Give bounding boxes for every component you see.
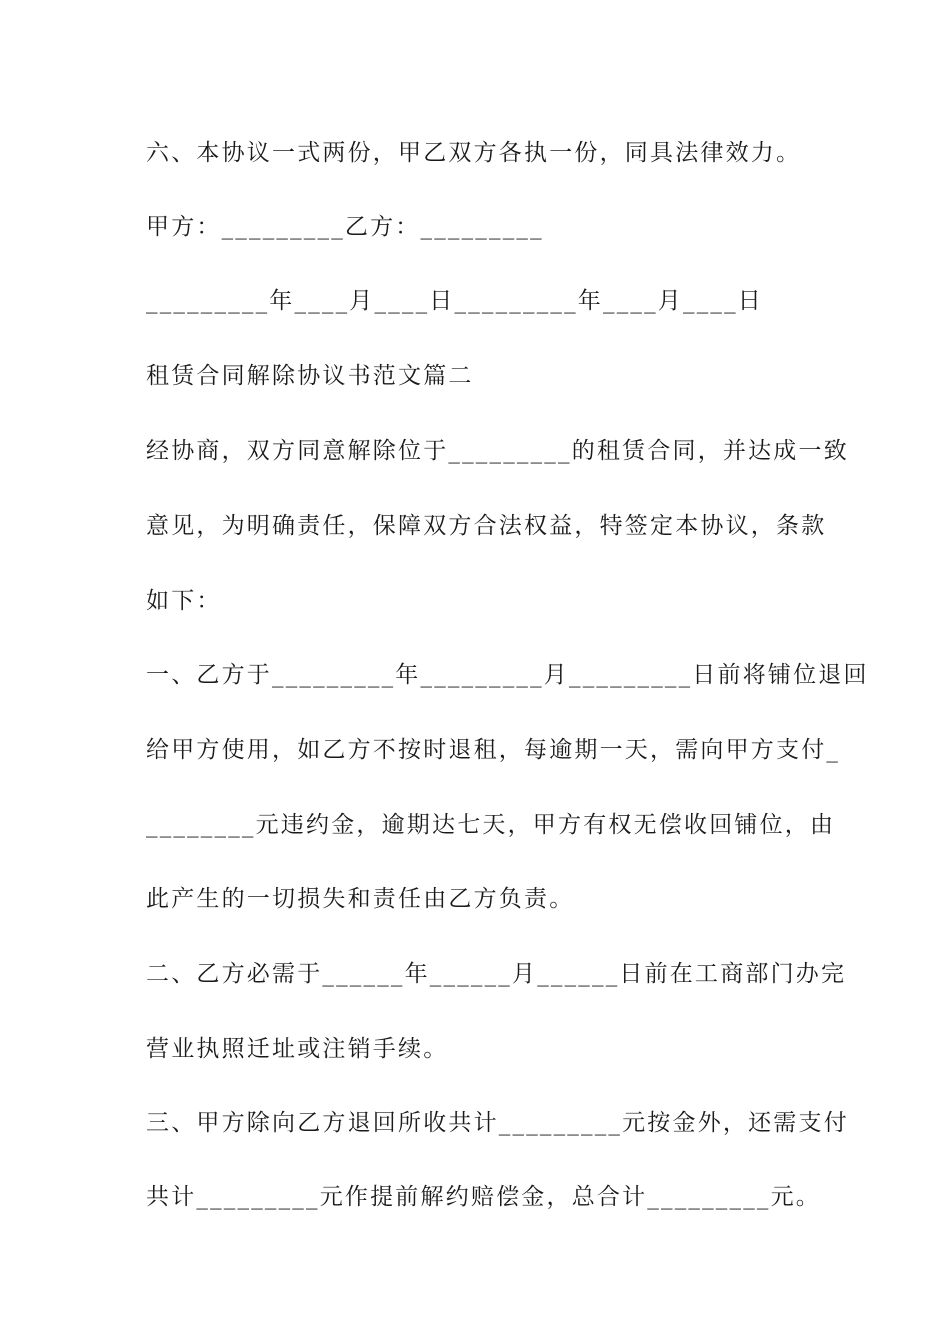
clause-one-line-1: 一、乙方于_________年_________月_________日前将铺位退回	[146, 662, 869, 688]
clause-one-line-4: 此产生的一切损失和责任由乙方负责。	[146, 886, 575, 912]
clause-two-line-1: 二、乙方必需于______年______月______日前在工商部门办完	[146, 961, 847, 987]
clause-two-line-2: 营业执照迁址或注销手续。	[146, 1036, 449, 1062]
intro-paragraph-line-2: 意见，为明确责任，保障双方合法权益，特签定本协议，条款	[146, 513, 827, 539]
clause-six-text: 六、本协议一式两份，甲乙双方各执一份，同具法律效力。	[146, 140, 802, 166]
intro-paragraph-line-1: 经协商，双方同意解除位于_________的租赁合同，并达成一致	[146, 438, 849, 464]
party-signature-line: 甲方：_________乙方：_________	[146, 214, 544, 240]
clause-three-line-2: 共计_________元作提前解约赔偿金，总合计_________元。	[146, 1184, 821, 1210]
section-heading: 租赁合同解除协议书范文篇二	[146, 363, 474, 389]
clause-one-line-2: 给甲方使用，如乙方不按时退租，每逾期一天，需向甲方支付_	[146, 737, 841, 763]
signature-date-line: _________年____月____日_________年____月____日	[146, 288, 763, 314]
clause-one-line-3: ________元违约金，逾期达七天，甲方有权无偿收回铺位，由	[146, 812, 836, 838]
clause-three-line-1: 三、甲方除向乙方退回所收共计_________元按金外，还需支付	[146, 1110, 849, 1136]
intro-paragraph-line-3: 如下：	[146, 588, 222, 614]
